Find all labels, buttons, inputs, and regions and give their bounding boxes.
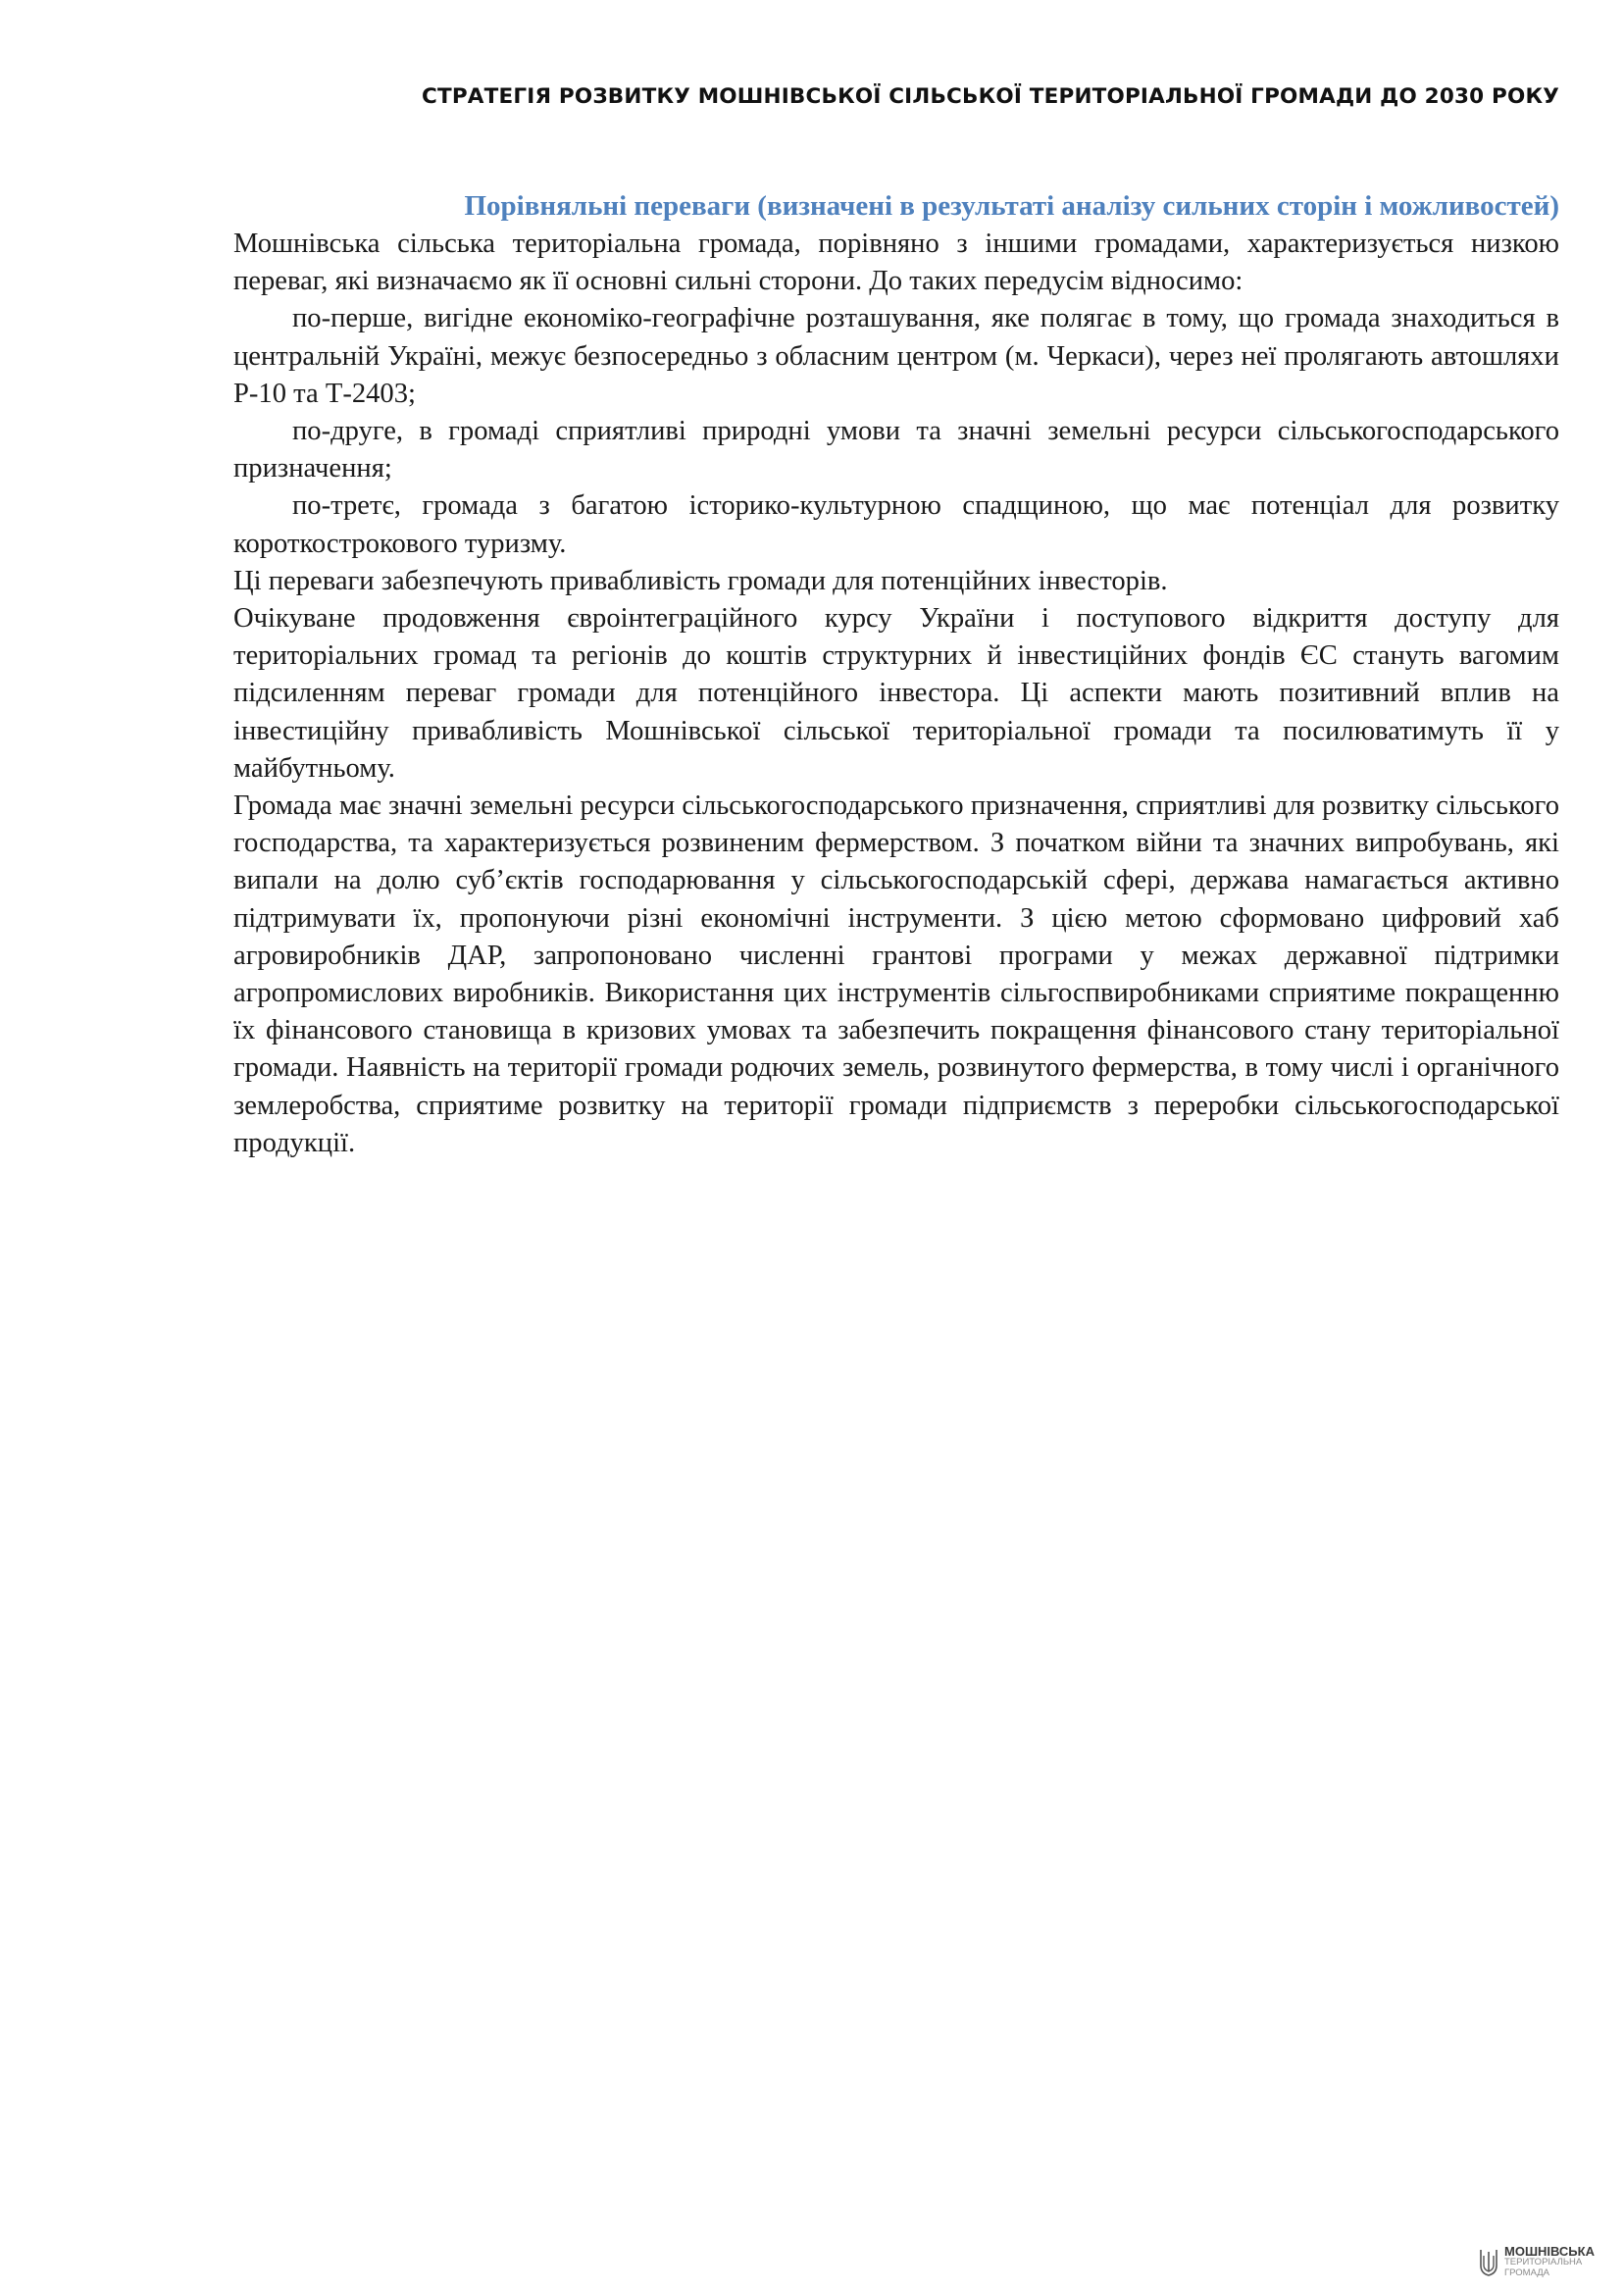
logo-line-3: ГРОМАДА: [1504, 2267, 1549, 2278]
paragraph-agriculture: Громада має значні земельні ресурси сільськогосподарського призначення, сприятливі для розвитку сільського господарства, та характеризується розвиненим фермерством. З початком війни та значних випробувань, які випали на долю суб’єктів господарювання у сільськогосподарській сфері, держава намагається активно підтримувати їх, пропонуючи різні економічні інструменти. З цією метою сформовано цифровий хаб агровиробників ДАР, запропоновано численні грантові програми у межах державної підтримки агропромислових виробників. Використання цих інструментів сільгоспвиробниками сприятиме покращенню їх фінансового становища в кризових умовах та забезпечить покращення фінансового стану територіальної громади. Наявність на території громади родючих земель, розвинутого фермерства, в тому числі і органічного землеробства, сприятиме розвитку на території громади підприємств з переробки сільськогосподарської продукції.: [233, 790, 1559, 1158]
logo-line-1: МОШНІВСЬКА: [1504, 2244, 1595, 2259]
logo-line-2: ТЕРИТОРІАЛЬНА: [1504, 2257, 1583, 2267]
section-title: Порівняльні переваги (визначені в результаті аналізу сильних сторін і можливостей): [464, 190, 1559, 222]
paragraph-third-advantage: по-третє, громада з багатою історико-культурною спадщиною, що має потенціал для розвитку короткострокового туризму.: [233, 490, 1559, 559]
community-logo: [1479, 2246, 1595, 2278]
paragraph-investors: Ці переваги забезпечують привабливість громади для потенційних інвесторів.: [233, 565, 1168, 596]
logo-text: [1504, 2246, 1595, 2278]
document-body: [233, 186, 1559, 1162]
paragraph-first-advantage: по-перше, вигідне економіко-географічне розташування, яке полягає в тому, що громада знаходиться в центральній Україні, межує безпосередньо з обласним центром (м. Черкаси), через неї пролягають автошляхи Р-10 та Т-2403;: [233, 303, 1559, 409]
paragraph-eu-integration: Очікуване продовження євроінтеграційного курсу України і поступового відкриття доступу для територіальних громад та регіонів до коштів структурних й інвестиційних фондів ЄС стануть вагомим підсиленням переваг громади для потенційного інвестора. Ці аспекти мають позитивний вплив на інвестиційну привабливість Мошнівської сільської територіальної громади та посилюватимуть її у майбутньому.: [233, 603, 1559, 784]
trident-emblem-icon: [1479, 2248, 1498, 2277]
paragraph-second-advantage: по-друге, в громаді сприятливі природні умови та значні земельні ресурси сільськогосподарського призначення;: [233, 416, 1559, 484]
paragraph-intro: Мошнівська сільська територіальна громада, порівняно з іншими громадами, характеризується низкою переваг, які визначаємо як її основні сильні сторони. До таких передусім відносимо:: [233, 229, 1559, 297]
running-header: СТРАТЕГІЯ РОЗВИТКУ МОШНІВСЬКОЇ СІЛЬСЬКОЇ ТЕРИТОРІАЛЬНОЇ ГРОМАДИ ДО 2030 РОКУ: [421, 84, 1559, 109]
